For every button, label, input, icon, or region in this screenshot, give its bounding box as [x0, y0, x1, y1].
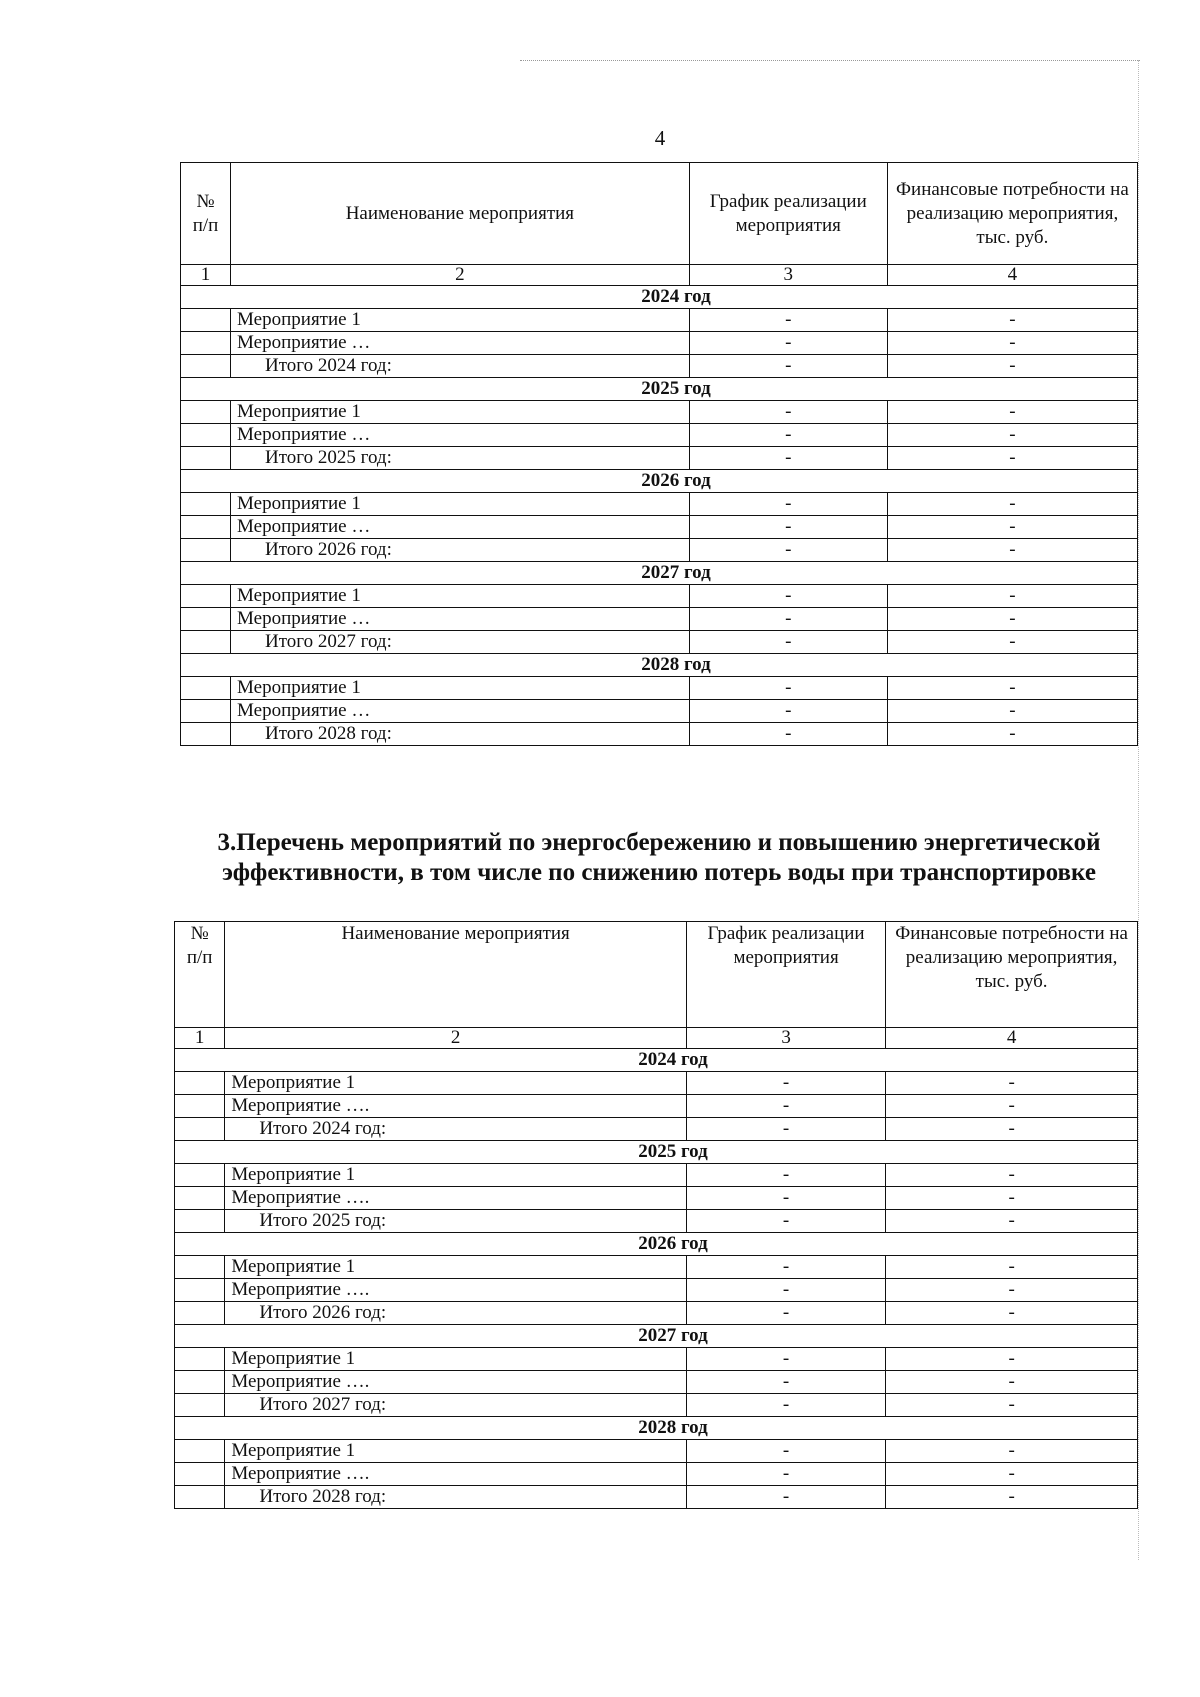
measure-name: Мероприятие 1 — [225, 1256, 687, 1279]
schedule-value: - — [686, 1164, 885, 1187]
finance-value: - — [887, 332, 1137, 355]
finance-value: - — [886, 1394, 1138, 1417]
row-number-cell — [181, 447, 231, 470]
row-number-cell — [175, 1118, 225, 1141]
year-section-row — [175, 1233, 1138, 1256]
table-row — [175, 1072, 1138, 1095]
measure-name: Мероприятие 1 — [231, 493, 690, 516]
measure-name: Мероприятие 1 — [231, 677, 690, 700]
finance-value: - — [887, 401, 1137, 424]
table-row — [175, 1348, 1138, 1371]
finance-value: - — [886, 1440, 1138, 1463]
section-3-title: 3.Перечень мероприятий по энергосбережению и повышению энергетической эффективности, в том числе по снижению потерь воды при транспортировке — [217, 829, 1101, 886]
finance-value: - — [887, 516, 1137, 539]
table-row — [181, 585, 1138, 608]
schedule-value: - — [686, 1394, 885, 1417]
measures-table-1 — [180, 162, 1138, 746]
total-row — [181, 539, 1138, 562]
finance-value: - — [887, 723, 1137, 746]
row-number-cell — [181, 493, 231, 516]
measure-name: Мероприятие 1 — [231, 309, 690, 332]
measure-name: Мероприятие 1 — [231, 585, 690, 608]
schedule-value: - — [689, 723, 887, 746]
finance-value: - — [887, 493, 1137, 516]
finance-value: - — [886, 1118, 1138, 1141]
schedule-value: - — [689, 401, 887, 424]
schedule-value: - — [689, 493, 887, 516]
row-number-cell — [175, 1440, 225, 1463]
measure-name: Мероприятие 1 — [231, 401, 690, 424]
table-row — [175, 1279, 1138, 1302]
header-schedule: График реализации мероприятия — [689, 163, 887, 265]
year-section-row — [175, 1325, 1138, 1348]
finance-value: - — [887, 424, 1137, 447]
finance-value: - — [886, 1279, 1138, 1302]
schedule-value: - — [686, 1256, 885, 1279]
table-row — [181, 493, 1138, 516]
finance-value: - — [886, 1463, 1138, 1486]
finance-value: - — [887, 585, 1137, 608]
row-number-cell — [175, 1302, 225, 1325]
row-number-cell — [175, 1371, 225, 1394]
row-number-cell — [181, 677, 231, 700]
measure-name: Мероприятие … — [231, 424, 690, 447]
table-row — [181, 401, 1138, 424]
finance-value: - — [887, 447, 1137, 470]
measure-name: Мероприятие 1 — [225, 1440, 687, 1463]
schedule-value: - — [686, 1072, 885, 1095]
total-label: Итого 2027 год: — [231, 631, 690, 654]
finance-value: - — [887, 608, 1137, 631]
total-row — [175, 1118, 1138, 1141]
year-section-row — [175, 1141, 1138, 1164]
row-number-cell — [175, 1279, 225, 1302]
row-number-cell — [175, 1486, 225, 1509]
year-section-row — [181, 470, 1138, 493]
finance-value: - — [886, 1371, 1138, 1394]
row-number-cell — [175, 1256, 225, 1279]
schedule-value: - — [689, 700, 887, 723]
table-row — [175, 1164, 1138, 1187]
row-number-cell — [175, 1348, 225, 1371]
schedule-value: - — [689, 585, 887, 608]
finance-value: - — [886, 1095, 1138, 1118]
schedule-value: - — [689, 608, 887, 631]
row-number-cell — [175, 1394, 225, 1417]
schedule-value: - — [686, 1279, 885, 1302]
table-header-row — [175, 922, 1138, 1028]
total-row — [175, 1486, 1138, 1509]
total-label: Итого 2024 год: — [225, 1118, 687, 1141]
col-number: 2 — [225, 1028, 687, 1049]
table-row — [181, 700, 1138, 723]
year-section-row — [181, 654, 1138, 677]
row-number-cell — [181, 608, 231, 631]
finance-value: - — [886, 1256, 1138, 1279]
scan-artifact-line — [520, 60, 1140, 61]
table-row — [175, 1463, 1138, 1486]
year-label: 2028 год — [175, 1417, 1138, 1440]
row-number-cell — [181, 723, 231, 746]
measure-name: Мероприятие … — [231, 516, 690, 539]
header-no: № п/п — [175, 922, 225, 1028]
total-row — [175, 1302, 1138, 1325]
table-row — [181, 332, 1138, 355]
row-number-cell — [175, 1187, 225, 1210]
table-row — [181, 309, 1138, 332]
header-finance: Финансовые потребности на реализацию мероприятия, тыс. руб. — [887, 163, 1137, 265]
col-number: 3 — [689, 265, 887, 286]
row-number-cell — [175, 1164, 225, 1187]
finance-value: - — [886, 1302, 1138, 1325]
schedule-value: - — [689, 355, 887, 378]
table-row — [181, 424, 1138, 447]
measure-name: Мероприятие 1 — [225, 1164, 687, 1187]
page-number: 4 — [654, 126, 666, 150]
schedule-value: - — [689, 332, 887, 355]
year-section-row — [181, 378, 1138, 401]
year-label: 2025 год — [181, 378, 1138, 401]
table-header-row — [181, 163, 1138, 265]
col-number: 3 — [686, 1028, 885, 1049]
total-label: Итого 2028 год: — [225, 1486, 687, 1509]
row-number-cell — [175, 1210, 225, 1233]
row-number-cell — [175, 1072, 225, 1095]
schedule-value: - — [686, 1210, 885, 1233]
schedule-value: - — [686, 1187, 885, 1210]
finance-value: - — [887, 355, 1137, 378]
finance-value: - — [886, 1187, 1138, 1210]
total-row — [181, 355, 1138, 378]
year-section-row — [175, 1049, 1138, 1072]
table-row — [175, 1095, 1138, 1118]
table-row — [175, 1440, 1138, 1463]
row-number-cell — [181, 401, 231, 424]
col-number: 1 — [175, 1028, 225, 1049]
row-number-cell — [175, 1463, 225, 1486]
year-label: 2026 год — [175, 1233, 1138, 1256]
finance-value: - — [887, 677, 1137, 700]
measure-name: Мероприятие …. — [225, 1463, 687, 1486]
row-number-cell — [181, 355, 231, 378]
schedule-value: - — [686, 1118, 885, 1141]
year-label: 2027 год — [175, 1325, 1138, 1348]
schedule-value: - — [689, 309, 887, 332]
row-number-cell — [181, 700, 231, 723]
finance-value: - — [886, 1348, 1138, 1371]
column-number-row — [181, 265, 1138, 286]
finance-value: - — [886, 1072, 1138, 1095]
year-label: 2024 год — [175, 1049, 1138, 1072]
table-row — [181, 677, 1138, 700]
schedule-value: - — [686, 1463, 885, 1486]
row-number-cell — [181, 309, 231, 332]
year-label: 2028 год — [181, 654, 1138, 677]
row-number-cell — [181, 424, 231, 447]
schedule-value: - — [689, 447, 887, 470]
finance-value: - — [887, 539, 1137, 562]
year-label: 2026 год — [181, 470, 1138, 493]
measures-table-2 — [174, 921, 1138, 1509]
measure-name: Мероприятие … — [231, 700, 690, 723]
year-label: 2024 год — [181, 286, 1138, 309]
finance-value: - — [887, 631, 1137, 654]
year-section-row — [175, 1417, 1138, 1440]
year-section-row — [181, 562, 1138, 585]
total-label: Итого 2026 год: — [231, 539, 690, 562]
header-name: Наименование мероприятия — [231, 163, 690, 265]
schedule-value: - — [689, 516, 887, 539]
schedule-value: - — [686, 1486, 885, 1509]
measure-name: Мероприятие 1 — [225, 1348, 687, 1371]
total-label: Итого 2028 год: — [231, 723, 690, 746]
schedule-value: - — [686, 1371, 885, 1394]
finance-value: - — [887, 309, 1137, 332]
header-schedule: График реализации мероприятия — [686, 922, 885, 1028]
measure-name: Мероприятие …. — [225, 1279, 687, 1302]
year-section-row — [181, 286, 1138, 309]
total-row — [175, 1394, 1138, 1417]
col-number: 4 — [886, 1028, 1138, 1049]
header-finance: Финансовые потребности на реализацию мероприятия, тыс. руб. — [886, 922, 1138, 1028]
schedule-value: - — [686, 1302, 885, 1325]
schedule-value: - — [689, 631, 887, 654]
table-row — [175, 1187, 1138, 1210]
scan-artifact-edge — [1138, 60, 1159, 1560]
table-row — [181, 516, 1138, 539]
header-name: Наименование мероприятия — [225, 922, 687, 1028]
row-number-cell — [181, 631, 231, 654]
table-row — [175, 1371, 1138, 1394]
schedule-value: - — [689, 424, 887, 447]
total-row — [181, 631, 1138, 654]
row-number-cell — [181, 539, 231, 562]
total-row — [181, 447, 1138, 470]
total-label: Итого 2025 год: — [231, 447, 690, 470]
col-number: 4 — [887, 265, 1137, 286]
finance-value: - — [887, 700, 1137, 723]
total-label: Итого 2024 год: — [231, 355, 690, 378]
measure-name: Мероприятие 1 — [225, 1072, 687, 1095]
col-number: 2 — [231, 265, 690, 286]
table-row — [181, 608, 1138, 631]
row-number-cell — [181, 585, 231, 608]
total-label: Итого 2025 год: — [225, 1210, 687, 1233]
measure-name: Мероприятие …. — [225, 1371, 687, 1394]
column-number-row — [175, 1028, 1138, 1049]
total-row — [181, 723, 1138, 746]
total-label: Итого 2027 год: — [225, 1394, 687, 1417]
schedule-value: - — [689, 677, 887, 700]
total-label: Итого 2026 год: — [225, 1302, 687, 1325]
total-row — [175, 1210, 1138, 1233]
schedule-value: - — [686, 1440, 885, 1463]
schedule-value: - — [689, 539, 887, 562]
measure-name: Мероприятие …. — [225, 1095, 687, 1118]
col-number: 1 — [181, 265, 231, 286]
row-number-cell — [175, 1095, 225, 1118]
year-label: 2027 год — [181, 562, 1138, 585]
finance-value: - — [886, 1486, 1138, 1509]
row-number-cell — [181, 516, 231, 539]
header-no: № п/п — [181, 163, 231, 265]
schedule-value: - — [686, 1095, 885, 1118]
row-number-cell — [181, 332, 231, 355]
measure-name: Мероприятие … — [231, 608, 690, 631]
finance-value: - — [886, 1210, 1138, 1233]
finance-value: - — [886, 1164, 1138, 1187]
year-label: 2025 год — [175, 1141, 1138, 1164]
table-row — [175, 1256, 1138, 1279]
schedule-value: - — [686, 1348, 885, 1371]
measure-name: Мероприятие …. — [225, 1187, 687, 1210]
measure-name: Мероприятие … — [231, 332, 690, 355]
